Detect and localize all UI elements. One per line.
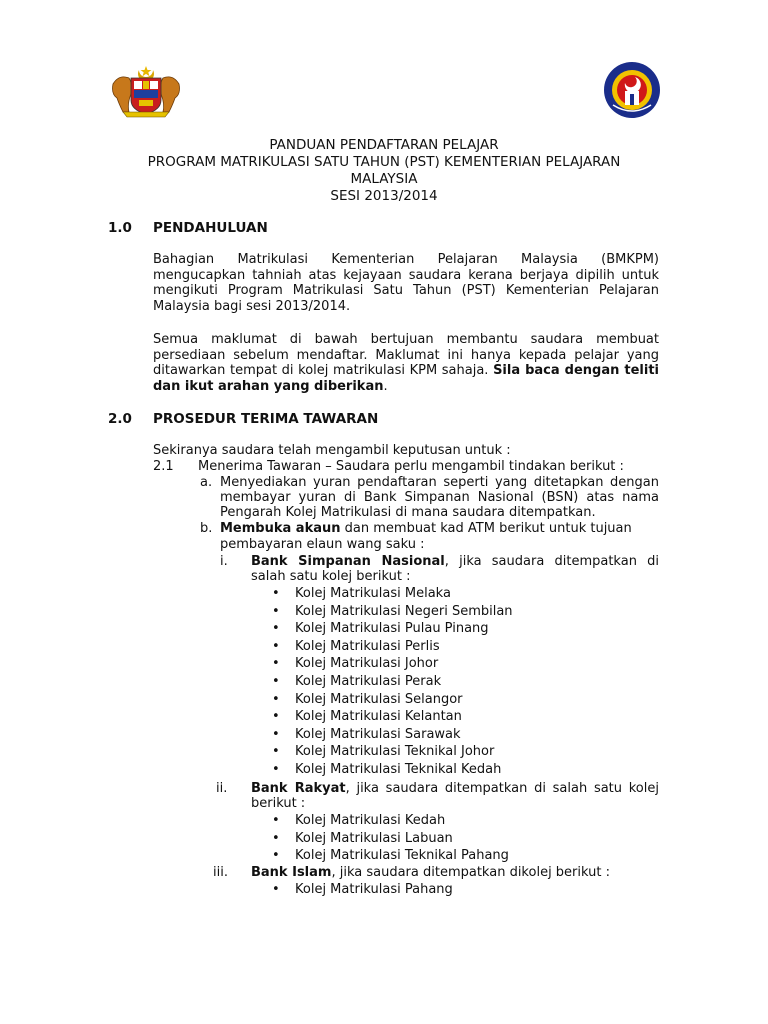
- bsn-college-list: [272, 585, 513, 779]
- title-line-4: SESI 2013/2014: [330, 188, 438, 204]
- item-iii-line-1: [251, 865, 610, 880]
- item-2-1-number: 2.1: [153, 459, 174, 474]
- item-ii-label: ii.: [216, 781, 228, 796]
- section-1-paragraph-2-bold: Sila baca dengan teliti dan ikut arahan yang diberikan: [153, 363, 659, 394]
- item-iii-label: iii.: [213, 865, 228, 880]
- item-ii-line-2: berikut :: [251, 796, 306, 811]
- item-a-line-3: Pengarah Kolej Matrikulasi di mana saudara ditempatkan.: [220, 505, 596, 520]
- item-ii-line-1-rest: , jika saudara ditempatkan di salah satu kolej: [345, 781, 659, 796]
- section-2-heading: PROSEDUR TERIMA TAWARAN: [153, 411, 379, 427]
- item-b-line-1: [220, 521, 632, 536]
- list-item: • Kolej Matrikulasi Perak: [272, 673, 513, 691]
- item-ii-bold: Bank Rakyat: [251, 781, 346, 796]
- item-2-1-text: Menerima Tawaran – Saudara perlu mengambil tindakan berikut :: [198, 459, 624, 474]
- list-item: • Kolej Matrikulasi Negeri Sembilan: [272, 603, 513, 621]
- item-i-label: i.: [220, 554, 228, 569]
- title-line-1: PANDUAN PENDAFTARAN PELAJAR: [269, 137, 499, 153]
- item-b-bold: Membuka akaun: [220, 521, 341, 536]
- list-item: • Kolej Matrikulasi Labuan: [272, 830, 509, 848]
- item-i-bold: Bank Simpanan Nasional: [251, 554, 445, 569]
- list-item: • Kolej Matrikulasi Kedah: [272, 812, 509, 830]
- section-1-number: 1.0: [108, 220, 132, 236]
- item-i-line-1-rest: , jika saudara ditempatkan di: [444, 554, 660, 569]
- section-1-paragraph-1: Bahagian Matrikulasi Kementerian Pelajaran Malaysia (BMKPM) mengucapkan tahniah atas kejayaan saudara kerana berjaya dipilih untuk mengikuti Program Matrikulasi Satu Tahun (PST) Kementerian Pelajaran Malaysia bagi sesi 2013/2014.: [153, 252, 659, 314]
- item-a-label: a.: [200, 475, 213, 490]
- section-1-paragraph-2-text: Semua maklumat di bawah bertujuan membantu saudara membuat persediaan sebelum mendaftar. Maklumat ini hanya kepada pelajar yang ditawarkan tempat di kolej matrikulasi KPM sahaja.: [153, 332, 659, 378]
- item-ii-line-1: [251, 781, 659, 796]
- item-b-label: b.: [200, 521, 213, 536]
- item-a-line-2: membayar yuran di Bank Simpanan Nasional (BSN) atas nama: [220, 490, 659, 505]
- section-1-paragraph-2-end: .: [383, 378, 388, 394]
- item-b-line-2: pembayaran elaun wang saku :: [220, 537, 425, 552]
- section-2-number: 2.0: [108, 411, 132, 427]
- item-b-line-1-rest: dan membuat kad ATM berikut untuk tujuan: [340, 521, 632, 536]
- list-item: • Kolej Matrikulasi Kelantan: [272, 708, 513, 726]
- list-item: • Kolej Matrikulasi Teknikal Kedah: [272, 761, 513, 779]
- list-item: • Kolej Matrikulasi Perlis: [272, 638, 513, 656]
- bank-islam-college-list: [272, 881, 453, 899]
- item-a-line-1: Menyediakan yuran pendaftaran seperti yang ditetapkan dengan: [220, 475, 659, 490]
- list-item: • Kolej Matrikulasi Selangor: [272, 691, 513, 709]
- item-iii-line-1-rest: , jika saudara ditempatkan dikolej berikut :: [331, 865, 610, 880]
- section-2-intro: Sekiranya saudara telah mengambil keputusan untuk :: [153, 443, 511, 458]
- list-item: • Kolej Matrikulasi Pulau Pinang: [272, 620, 513, 638]
- item-i-line-2: salah satu kolej berikut :: [251, 569, 411, 584]
- list-item: • Kolej Matrikulasi Teknikal Pahang: [272, 847, 509, 865]
- list-item: • Kolej Matrikulasi Sarawak: [272, 726, 513, 744]
- list-item: • Kolej Matrikulasi Johor: [272, 655, 513, 673]
- list-item: • Kolej Matrikulasi Teknikal Johor: [272, 743, 513, 761]
- title-line-2: PROGRAM MATRIKULASI SATU TAHUN (PST) KEMENTERIAN PELAJARAN: [147, 154, 621, 170]
- list-item: • Kolej Matrikulasi Melaka: [272, 585, 513, 603]
- section-1-paragraph-2: [153, 332, 659, 394]
- item-iii-bold: Bank Islam: [251, 865, 332, 880]
- bank-rakyat-college-list: [272, 812, 509, 865]
- kementerian-pelajaran-logo: [603, 61, 661, 119]
- item-i-line-1: [251, 554, 659, 569]
- title-line-3: MALAYSIA: [350, 171, 418, 187]
- document-title: [0, 137, 768, 205]
- malaysia-coat-of-arms-logo: [109, 64, 183, 122]
- section-1-heading: PENDAHULUAN: [153, 220, 268, 236]
- list-item: • Kolej Matrikulasi Pahang: [272, 881, 453, 899]
